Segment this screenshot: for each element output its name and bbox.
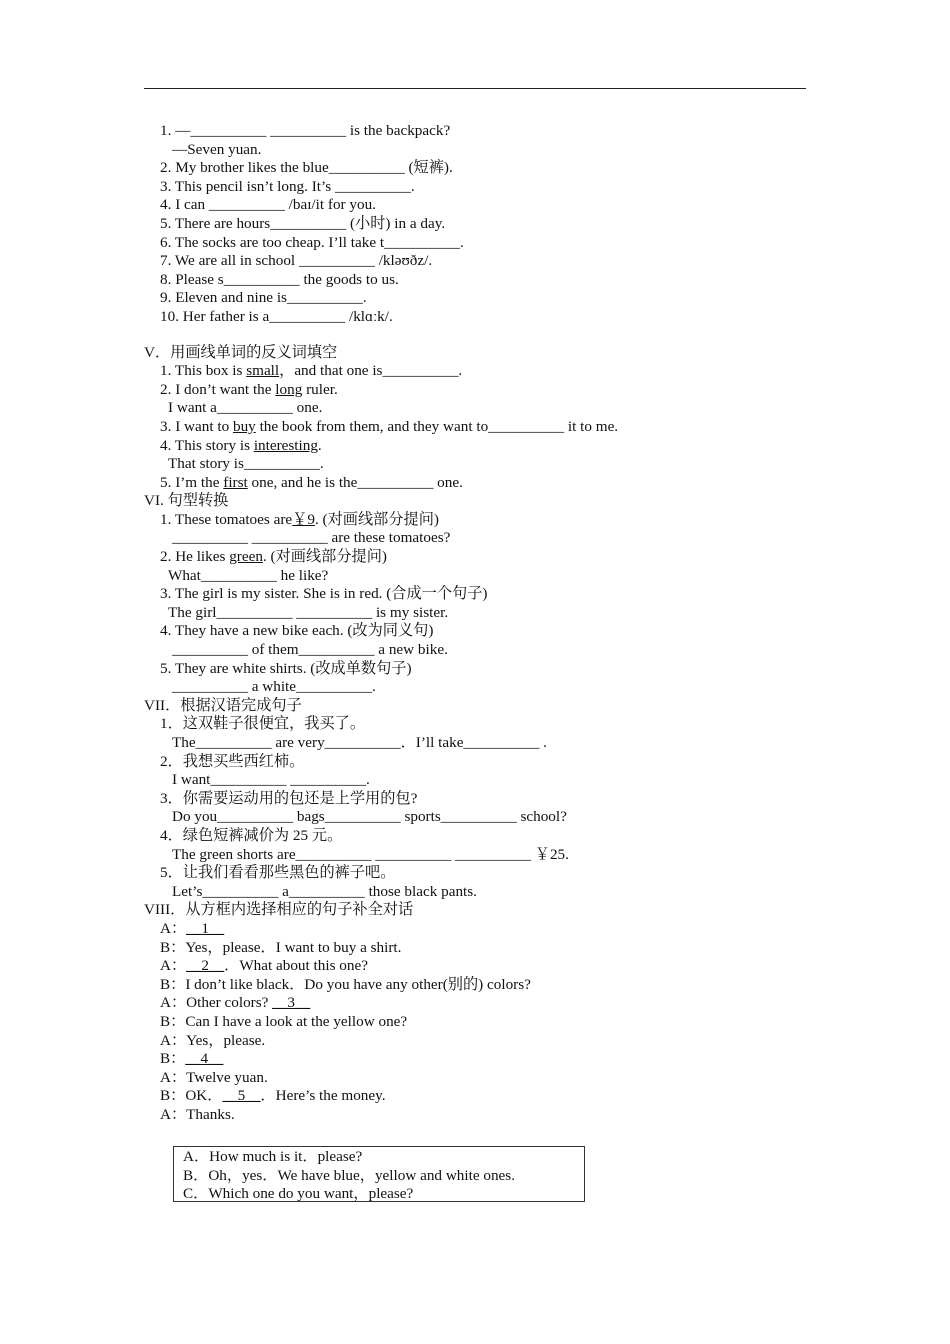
answer-line: The green shorts are__________ __________ __________ ￥25.	[172, 845, 569, 863]
question-line: 2. My brother likes the blue__________ (短裤).	[160, 159, 453, 177]
dialogue-line: A：Twelve yuan.	[160, 1068, 268, 1086]
part-vi-section	[144, 492, 824, 697]
dialogue-line: B：__4__	[160, 1050, 224, 1068]
question-line: 1．这双鞋子很便宜，我买了。	[160, 715, 366, 733]
section-heading: V．用画线单词的反义词填空	[144, 343, 338, 361]
answer-line: The girl__________ __________ is my sister.	[168, 603, 449, 621]
answer-line: __________ a white__________.	[172, 678, 376, 696]
dialogue-line: B：Yes，please．I want to buy a shirt.	[160, 938, 402, 956]
section-heading: VII．根据汉语完成句子	[144, 696, 302, 714]
question-line: 2．我想买些西红柿。	[160, 752, 305, 770]
section-heading: VI. 句型转换	[144, 492, 229, 510]
question-line: 3. I want to buy the book from them, and they want to__________ it to me.	[160, 417, 619, 435]
question-line: 2. He likes green. (对画线部分提问)	[160, 548, 387, 566]
question-line: 7. We are all in school __________ /kləʊðz/.	[160, 252, 433, 270]
choice-box	[173, 1146, 585, 1202]
question-line: 1. —__________ __________ is the backpack?	[160, 122, 451, 139]
dialogue-line: A：__2__．What about this one?	[160, 957, 368, 975]
question-line: 4. I can __________ /baɪ/it for you.	[160, 196, 376, 214]
answer-line: —Seven yuan.	[172, 140, 262, 158]
question-line: 10. Her father is a__________ /klɑːk/.	[160, 307, 393, 325]
question-line: 3. This pencil isn’t long. It’s __________.	[160, 177, 415, 195]
question-line: 1. This box is small，and that one is__________.	[160, 362, 463, 380]
header-rule	[144, 88, 806, 89]
dialogue-line: B：Can I have a look at the yellow one?	[160, 1012, 408, 1030]
question-line: 5．让我们看看那些黑色的裤子吧。	[160, 864, 396, 882]
choice-option-b: B．Oh，yes．We have blue，yellow and white ones.	[183, 1166, 515, 1184]
answer-line: That story is__________.	[168, 455, 324, 473]
answer-line: I want__________ __________.	[172, 771, 370, 789]
question-line: 3. The girl is my sister. She is in red. (合成一个句子)	[160, 585, 488, 603]
question-line: 4. This story is interesting.	[160, 436, 322, 454]
answer-line: __________ __________ are these tomatoes?	[172, 529, 451, 547]
dialogue-line: B：I don’t like black．Do you have any other(别的) colors?	[160, 975, 531, 993]
question-line: 4．绿色短裤减价为 25 元。	[160, 826, 343, 844]
question-line: 3．你需要运动用的包还是上学用的包?	[160, 789, 418, 807]
question-line: 5. I’m the first one, and he is the__________ one.	[160, 473, 463, 491]
section-heading: VIII．从方框内选择相应的句子补全对话	[144, 901, 414, 919]
question-line: 9. Eleven and nine is__________.	[160, 289, 367, 307]
choice-option-c: C．Which one do you want，please?	[183, 1185, 414, 1203]
dialogue-line: A：Other colors? __3__	[160, 994, 311, 1012]
part-v-section	[144, 344, 824, 493]
question-line: 1. These tomatoes are￥9. (对画线部分提问)	[160, 510, 439, 528]
answer-line: I want a__________ one.	[168, 399, 323, 417]
question-line: 5. There are hours__________ (小时) in a day.	[160, 214, 446, 232]
part-iv-section	[144, 122, 824, 327]
answer-line: Do you__________ bags__________ sports__________ school?	[172, 808, 567, 826]
worksheet-content	[144, 122, 824, 1124]
dialogue-line: B：OK．__5__．Here’s the money.	[160, 1087, 386, 1105]
dialogue-line: A：__1__	[160, 919, 225, 937]
answer-line: Let’s__________ a__________ those black pants.	[172, 882, 477, 900]
part-vii-section	[144, 697, 824, 902]
question-line: 8. Please s__________ the goods to us.	[160, 270, 399, 288]
answer-line: What__________ he like?	[168, 566, 329, 584]
question-line: 5. They are white shirts. (改成单数句子)	[160, 659, 412, 677]
choice-option-a: A．How much is it．please?	[183, 1148, 363, 1165]
part-viii-section	[144, 901, 824, 1124]
dialogue-line: A：Thanks.	[160, 1105, 235, 1123]
question-line: 6. The socks are too cheap. I’ll take t__________.	[160, 233, 464, 251]
answer-line: __________ of them__________ a new bike.	[172, 641, 448, 659]
answer-line: The__________ are very__________．I’ll take__________ .	[172, 734, 547, 751]
question-line: 4. They have a new bike each. (改为同义句)	[160, 622, 434, 640]
dialogue-line: A：Yes，please.	[160, 1031, 266, 1049]
question-line: 2. I don’t want the long ruler.	[160, 380, 338, 398]
